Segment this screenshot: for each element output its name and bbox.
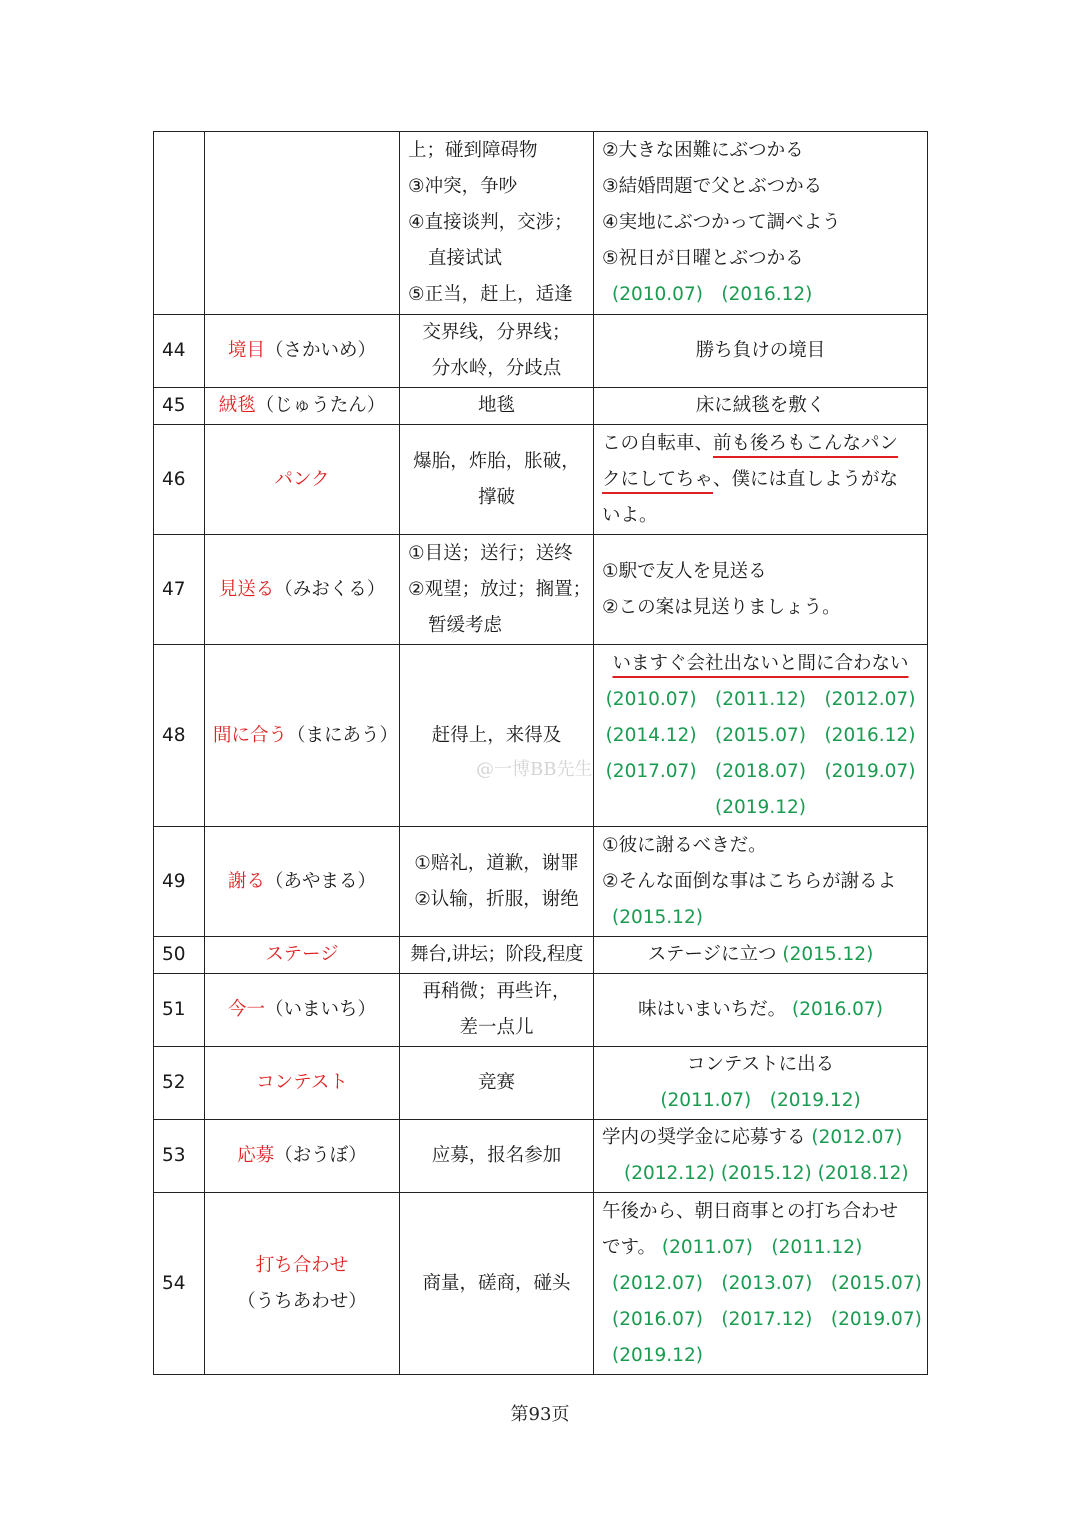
example-text: この自転車、 (602, 432, 714, 454)
example-cell (594, 535, 928, 645)
exam-dates: (2010.07) (2011.12) (2012.07) (605, 688, 916, 710)
keyword: パンク (274, 468, 330, 490)
meaning-cell: 商量，磋商，碰头 (400, 1193, 594, 1375)
vocab-word (205, 1120, 400, 1193)
meaning-cell (400, 425, 594, 535)
exam-dates: (2017.07) (2018.07) (2019.07) (605, 760, 916, 782)
keyword: 謝る (227, 870, 265, 892)
meaning-cell (400, 132, 594, 315)
example-line (602, 426, 919, 462)
exam-dates: (2011.07) (2019.12) (660, 1090, 861, 1111)
table-row (154, 315, 928, 388)
meaning-cell (400, 974, 594, 1047)
vocab-word (205, 937, 400, 974)
reading: （おうぼ） (274, 1145, 367, 1166)
reading: （みおくる） (274, 578, 386, 600)
meaning-line: 交界线，分界线； (422, 322, 571, 343)
example-line: 午後から、朝日商事との打ち合わせ (602, 1200, 899, 1222)
exam-dates: (2012.07) (811, 1127, 903, 1148)
table-row (154, 535, 928, 645)
keyword: ステージ (265, 944, 339, 965)
meaning-line: 上；碰到障碍物 (408, 140, 538, 161)
row-number (154, 132, 205, 315)
meaning-line: ⑤正当，赶上，适逢 (408, 284, 573, 305)
vocab-word (205, 425, 400, 535)
exam-dates: (2010.07) (2016.12) (612, 284, 813, 305)
example-cell (594, 645, 928, 827)
example-cell (594, 1193, 928, 1375)
reading: （あやまる） (265, 870, 377, 892)
example-line: ③結婚問題で父とぶつかる (602, 176, 823, 197)
example-cell (594, 425, 928, 535)
table-row (154, 1193, 928, 1375)
meaning-line: ②观望；放过；搁置； (408, 578, 592, 600)
meaning-cell (400, 315, 594, 388)
keyword: コンテスト (256, 1072, 348, 1093)
example-line: コンテストに出る (686, 1054, 835, 1075)
vocab-word (205, 645, 400, 827)
meaning-line: 爆胎，炸胎，胀破， (413, 450, 580, 472)
meaning-cell (400, 535, 594, 645)
exam-dates: (2019.12) (715, 796, 806, 818)
meaning-cell: 应募，报名参加 (400, 1120, 594, 1193)
meaning-cell (400, 827, 594, 937)
example-line (602, 462, 919, 498)
vocab-word (205, 388, 400, 425)
meaning-cell: 地毯 (400, 388, 594, 425)
meaning-line: ④直接谈判，交涉； (408, 212, 573, 233)
exam-dates: (2015.12) (612, 906, 703, 928)
example-line: ①駅で友人を見送る (602, 560, 767, 582)
vocab-word (205, 535, 400, 645)
example-text: 、僕には直しようがな (713, 468, 899, 490)
example-line: ②この案は見送りましょう。 (602, 596, 841, 618)
row-number: 46 (154, 425, 205, 535)
example-line: ②そんな面倒な事はこちらが謝るよ (602, 870, 897, 892)
keyword: 見送る (218, 578, 275, 600)
row-number: 44 (154, 315, 205, 388)
vocab-word (205, 132, 400, 315)
row-number: 54 (154, 1193, 205, 1375)
keyword: 今一 (227, 999, 265, 1020)
vocab-word (205, 1047, 400, 1120)
meaning-line: ②认输，折服，谢绝 (414, 888, 579, 910)
watermark: @一博BB先生 (476, 759, 593, 780)
table-row (154, 1047, 928, 1120)
table-row (154, 827, 928, 937)
meaning-line: 撑破 (477, 486, 515, 508)
example-text: 学内の奨学金に応募する (602, 1127, 806, 1148)
meaning-line: 暂缓考虑 (428, 614, 503, 636)
underlined-phrase: クにしてちゃ (602, 468, 714, 490)
example-line: いよ。 (602, 504, 658, 526)
example-line: ②大きな困難にぶつかる (602, 140, 804, 161)
example-line (602, 1230, 919, 1266)
row-number: 49 (154, 827, 205, 937)
meaning-line: 再稍微；再些许， (422, 981, 571, 1002)
example-text: 味はいまいちだ。 (638, 999, 787, 1020)
table-row (154, 425, 928, 535)
exam-dates: (2015.12) (782, 944, 874, 965)
meaning-line: ①赔礼，道歉，谢罪 (414, 852, 579, 874)
meaning-line: 分水岭，分歧点 (431, 358, 562, 379)
exam-dates: (2016.07) (2017.12) (2019.07) (612, 1308, 922, 1330)
example-cell (594, 827, 928, 937)
row-number: 45 (154, 388, 205, 425)
page-number: 第93页 (510, 1404, 570, 1425)
keyword: 境目 (227, 340, 265, 361)
row-number: 50 (154, 937, 205, 974)
example-cell (594, 1047, 928, 1120)
example-cell (594, 1120, 928, 1193)
row-number: 47 (154, 535, 205, 645)
reading: （さかいめ） (265, 340, 377, 361)
vocab-word (205, 827, 400, 937)
example-line: ④実地にぶつかって調べよう (602, 212, 841, 233)
row-number: 52 (154, 1047, 205, 1120)
example-cell (594, 937, 928, 974)
vocabulary-table (153, 131, 928, 1375)
meaning-line: ①目送；送行；送终 (408, 542, 573, 564)
example-text: ステージに立つ (647, 944, 777, 965)
meaning-cell: 赶得上，来得及 (400, 645, 594, 827)
meaning-line: 直接试试 (428, 248, 503, 269)
meaning-cell: 舞台,讲坛；阶段,程度 (400, 937, 594, 974)
exam-dates: (2016.07) (791, 999, 883, 1020)
example-text: です。 (602, 1236, 657, 1258)
table-row (154, 388, 928, 425)
vocab-word (205, 1193, 400, 1375)
row-number: 48 (154, 645, 205, 827)
row-number: 53 (154, 1120, 205, 1193)
table-row (154, 937, 928, 974)
exam-dates: (2012.07) (2013.07) (2015.07) (612, 1272, 922, 1294)
reading: （いまいち） (265, 999, 377, 1020)
keyword: 絨毯 (218, 395, 256, 416)
table-row (154, 974, 928, 1047)
keyword: 応募 (237, 1145, 275, 1166)
example-line (602, 1120, 919, 1156)
meaning-line: 差一点儿 (459, 1017, 534, 1038)
keyword: 間に合う (213, 724, 288, 746)
vocab-word (205, 974, 400, 1047)
example-cell (594, 132, 928, 315)
underlined-phrase: いますぐ会社出ないと間に合わない (612, 652, 909, 674)
vocab-word (205, 315, 400, 388)
reading: （じゅうたん） (255, 395, 386, 416)
table-row (154, 1120, 928, 1193)
reading: （うちあわせ） (237, 1290, 367, 1312)
meaning-cell: 竞赛 (400, 1047, 594, 1120)
exam-dates: (2014.12) (2015.07) (2016.12) (605, 724, 916, 746)
table-row (154, 645, 928, 827)
table-row (154, 132, 928, 315)
meaning-line: ③冲突，争吵 (408, 176, 518, 197)
keyword: 打ち合わせ (255, 1254, 349, 1276)
example-cell (594, 974, 928, 1047)
example-cell: 床に絨毯を敷く (594, 388, 928, 425)
exam-dates: (2011.07) (2011.12) (661, 1236, 863, 1258)
example-line: ①彼に謝るべきだ。 (602, 834, 767, 856)
exam-dates: (2012.12) (2015.12) (2018.12) (624, 1163, 909, 1184)
reading: （まにあう） (287, 724, 399, 746)
exam-dates: (2019.12) (612, 1344, 703, 1366)
example-cell: 勝ち負けの境目 (594, 315, 928, 388)
example-line: ⑤祝日が日曜とぶつかる (602, 248, 804, 269)
row-number: 51 (154, 974, 205, 1047)
underlined-phrase: 前も後ろもこんなパン (713, 432, 899, 454)
